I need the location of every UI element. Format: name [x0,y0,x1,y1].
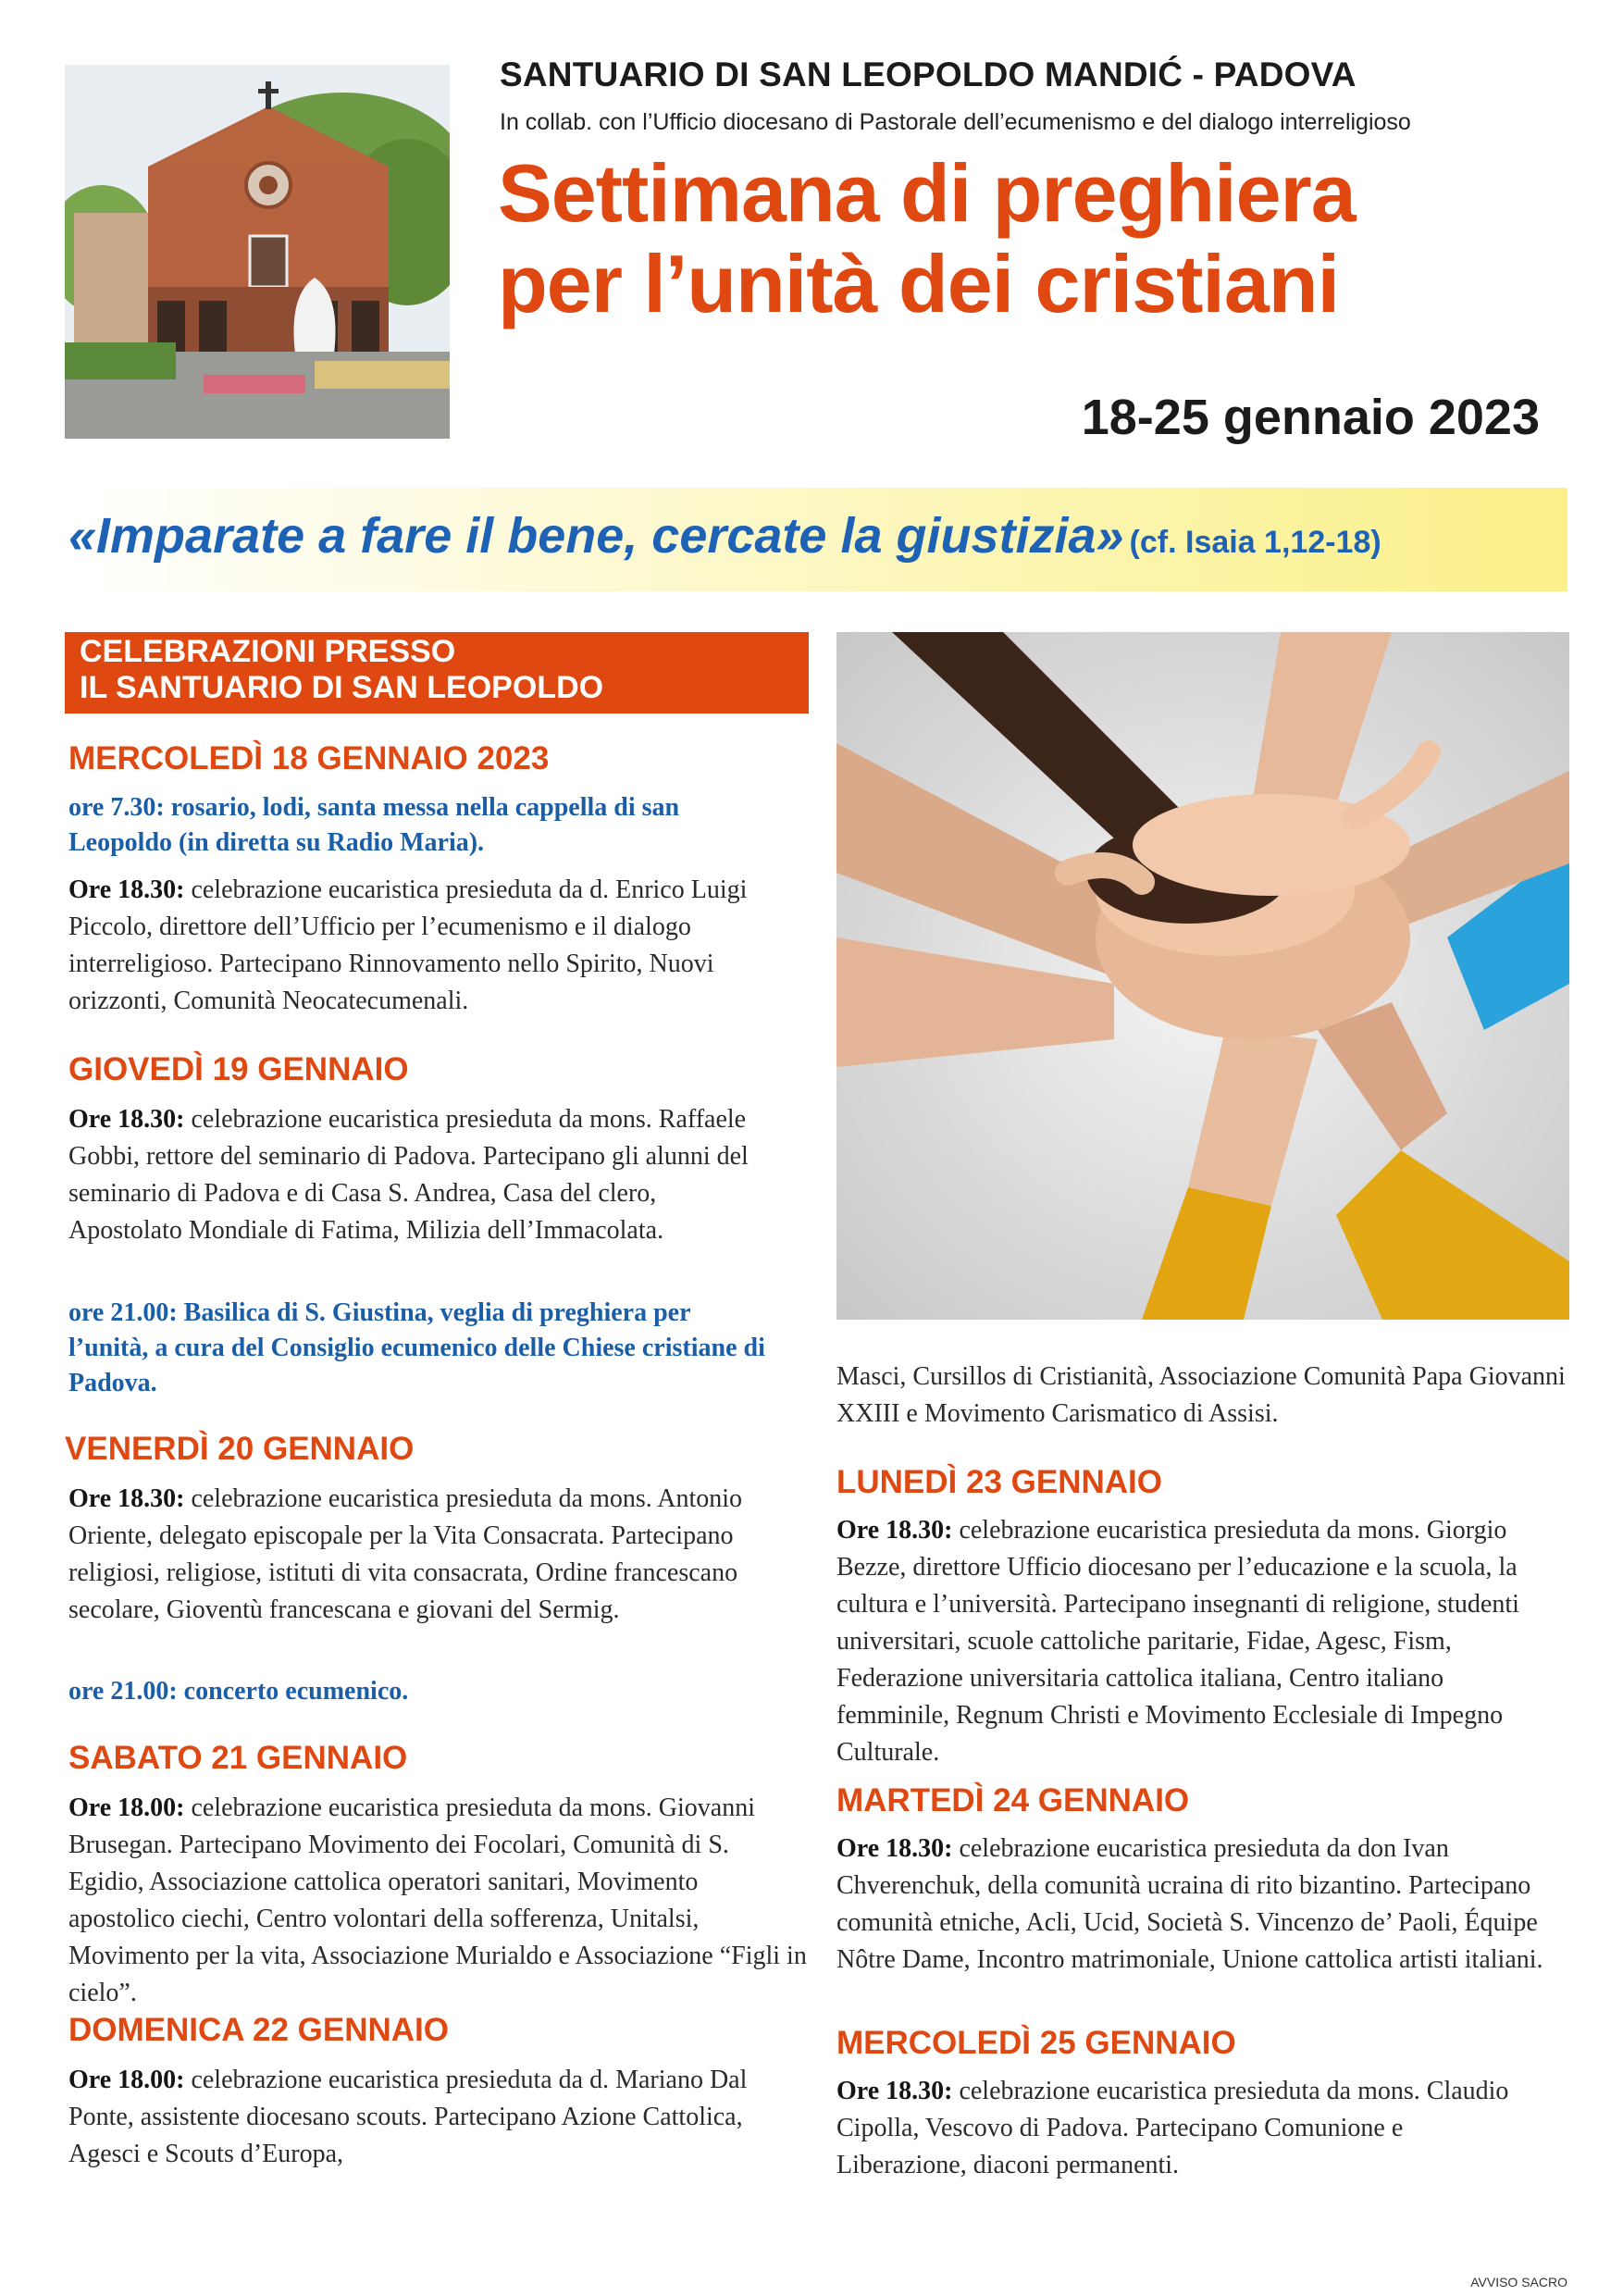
day-body-19 [68,1101,762,1249]
day-heading-18: MERCOLEDÌ 18 GENNAIO 2023 [68,740,550,776]
time-23: Ore 18.30: [836,1516,953,1545]
time-22: Ore 18.00: [68,2066,185,2094]
event-title [498,148,1543,329]
day-heading-20: VENERDÌ 20 GENNAIO [65,1431,415,1467]
day-text-24: celebrazione eucaristica presieduta da don Ivan Chverenchuk, della comunità ucraina di rito bizantino. Partecipano comunità etniche, Acli, Ucid, Società S. Vincenzo de’ Paoli, Équipe Nôtre Dame, Incontro matrimoniale, Unione cattolica artisti italiani. [836,1834,1543,1974]
section-header-title: CELEBRAZIONI PRESSO IL SANTUARIO DI SAN LEOPOLDO [80,634,604,705]
footer-notice: AVVISO SACRO [1470,2275,1567,2290]
time-24: Ore 18.30: [836,1834,953,1863]
day-body-20 [68,1481,781,1629]
day-body-22-continued: Masci, Cursillos di Cristianità, Associazione Comunità Papa Giovanni XXIII e Movimento Carismatico di Assisi. [836,1362,1566,1428]
church-photo [65,65,450,439]
day-body-18 [68,872,799,1020]
day-heading-19: GIOVEDÌ 19 GENNAIO [68,1051,409,1087]
hands-photo [836,632,1569,1320]
time-20: Ore 18.30: [68,1484,185,1513]
time-18: Ore 18.30: [68,875,185,904]
day-text-22: celebrazione eucaristica presieduta da d. Mariano Dal Ponte, assistente diocesano scouts. Partecipano Azione Cattolica, Agesci e Scouts d’Europa, [68,2066,748,2168]
day-heading-23: LUNEDÌ 23 GENNAIO [836,1464,1162,1500]
sanctuary-name: SANTUARIO DI SAN LEOPOLDO MANDIĆ - PADOVA [500,56,1357,93]
event-dates: 18-25 gennaio 2023 [1081,390,1540,445]
day-body-21 [68,1790,809,2012]
day-body-22 [68,2062,790,2173]
day-heading-21: SABATO 21 GENNAIO [68,1740,408,1776]
day-text-23: celebrazione eucaristica presieduta da mons. Giorgio Bezze, direttore Ufficio diocesano per l’educazione e la scuola, la cultura e l’università. Partecipano insegnanti di religione, studenti universitari, scuole cattoliche paritarie, Fidae, Agesc, Fism, Federazione universitaria cattolica italiana, Centro italiano femminile, Regnum Christi e Movimento Ecclesiale di Impegno Culturale. [836,1516,1519,1767]
day-text-18: celebrazione eucaristica presieduta da d. Enrico Luigi Piccolo, direttore dell’Ufficio per l’ecumenismo e il dialogo interreligioso. Partecipano Rinnovamento nello Spirito, Nuovi orizzonti, Comunità Neocatecumenali. [68,875,748,1015]
event-title-line1: Settimana di preghiera [498,147,1356,239]
day-note-20: ore 21.00: concerto ecumenico. [68,1677,409,1706]
time-19: Ore 18.30: [68,1105,185,1134]
day-body-25 [836,2073,1521,2184]
day-heading-22: DOMENICA 22 GENNAIO [68,2012,449,2048]
motto-text: «Imparate a fare il bene, cercate la giustizia» [68,508,1124,564]
time-25: Ore 18.30: [836,2077,953,2105]
day-note-18: ore 7.30: rosario, lodi, santa messa nella cappella di san Leopoldo (in diretta su Radio Maria). [68,793,680,857]
day-text-19: celebrazione eucaristica presieduta da mons. Raffaele Gobbi, rettore del seminario di Padova. Partecipano gli alunni del seminario di Padova e di Casa S. Andrea, Casa del clero, Apostolato Mondiale di Fatima, Milizia dell’Immacolata. [68,1105,749,1245]
day-heading-25: MERCOLEDÌ 25 GENNAIO [836,2025,1236,2061]
day-text-21: celebrazione eucaristica presieduta da mons. Giovanni Brusegan. Partecipano Movimento dei Focolari, Comunità di S. Egidio, Associazione cattolica operatori sanitari, Movimento apostolico ciechi, Centro volontari della sofferenza, Unitalsi, Movimento per la vita, Associazione Murialdo e Associazione “Figli in cielo”. [68,1793,807,2007]
motto-reference: (cf. Isaia 1,12-18) [1129,525,1381,560]
time-21: Ore 18.00: [68,1793,185,1822]
day-text-20: celebrazione eucaristica presieduta da mons. Antonio Oriente, delegato episcopale per la Vita Consacrata. Partecipano religiosi, religiose, istituti di vita consacrata, Ordine francescano secolare, Gioventù francescana e giovani del Sermig. [68,1484,742,1624]
day-heading-24: MARTEDÌ 24 GENNAIO [836,1782,1190,1818]
day-text-25: celebrazione eucaristica presieduta da mons. Claudio Cipolla, Vescovo di Padova. Partecipano Comunione e Liberazione, diaconi permanenti. [836,2077,1509,2179]
day-body-23 [836,1512,1558,1771]
event-title-line2: per l’unità dei cristiani [498,238,1340,329]
day-note-19: ore 21.00: Basilica di S. Giustina, veglia di preghiera per l’unità, a cura del Consiglio ecumenico delle Chiese cristiane di Padova. [68,1298,765,1397]
motto [68,507,1381,565]
day-body-24 [836,1831,1549,1979]
collaboration-line: In collab. con l’Ufficio diocesano di Pastorale dell’ecumenismo e del dialogo interreligioso [500,109,1411,135]
